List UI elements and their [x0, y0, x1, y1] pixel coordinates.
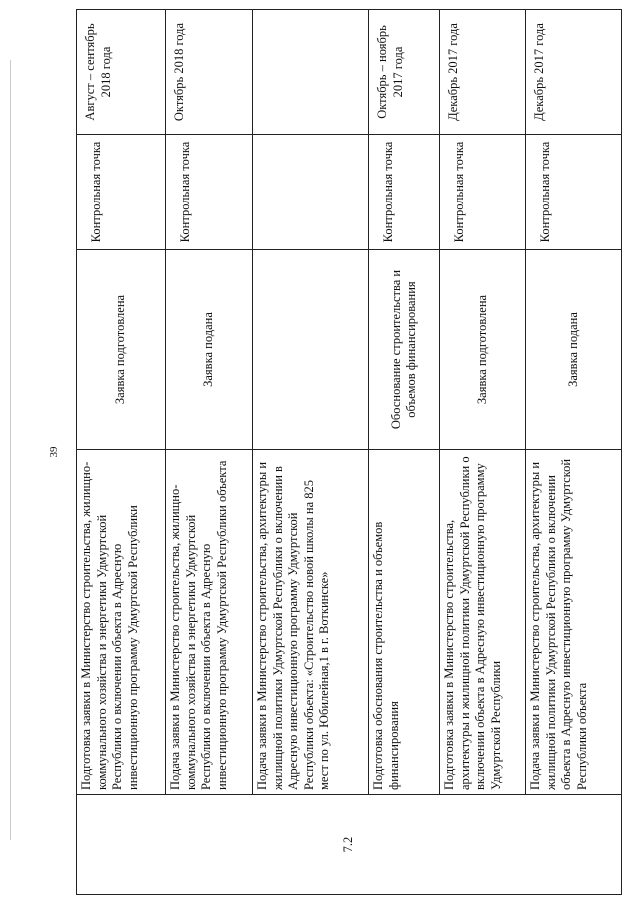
- type-cell: [253, 135, 369, 250]
- task-cell: Подготовка заявки в Министерство строительства, архитектуры и жилищной политики Удмуртской Республики о включении объекта в Адресную инвестиционную программу Удмуртской Республики: [440, 450, 526, 795]
- table-row: [77, 10, 166, 895]
- table-row: [253, 10, 369, 895]
- date-cell: Декабрь 2017 года: [440, 10, 526, 135]
- table-row: [369, 10, 440, 895]
- type-cell: Контрольная точка: [440, 135, 526, 250]
- type-cell: Контрольная точка: [369, 135, 440, 250]
- table-row: [440, 10, 526, 895]
- table-row: [526, 10, 622, 895]
- plan-table: [76, 9, 622, 895]
- page-number: 39: [48, 446, 60, 458]
- task-cell: Подача заявки в Министерство строительства, архитектуры и жилищной политики Удмуртской Республики о включении в Адресную инвестиционную программу Удмуртской Республики объекта: «Строительство новой школы на 825 мест по ул. Юбилейная,1 в г. Воткинске»: [253, 450, 369, 795]
- type-cell: Контрольная точка: [166, 135, 253, 250]
- row-number: 7.2: [341, 836, 356, 853]
- task-cell: Подача заявки в Министерство строительства, жилищно-коммунального хозяйства и энергетики Удмуртской Республики о включении объекта в Адресную инвестиционную программу Удмуртской Республики объекта: [166, 450, 253, 795]
- scan-edge-line: [10, 60, 11, 840]
- type-cell: Контрольная точка: [77, 135, 166, 250]
- result-cell: Заявка подготовлена: [440, 250, 526, 450]
- date-cell: Октябрь – ноябрь 2017 года: [369, 10, 440, 135]
- date-cell: Октябрь 2018 года: [166, 10, 253, 135]
- result-cell: Обоснование строительства и объемов финансирования: [369, 250, 440, 450]
- task-cell: Подготовка обоснования строительства и объемов финансирования: [369, 450, 440, 795]
- result-cell: [253, 250, 369, 450]
- date-cell: Декабрь 2017 года: [526, 10, 622, 135]
- row-number-cell: [77, 795, 622, 895]
- date-cell: [253, 10, 369, 135]
- table-row: [166, 10, 253, 895]
- date-cell: Август – сентябрь 2018 года: [77, 10, 166, 135]
- task-cell: Подготовка заявки в Министерство строительства, жилищно-коммунального хозяйства и энергетики Удмуртской Республики о включении объекта в Адресную инвестиционную программу Удмуртской Республики: [77, 450, 166, 795]
- result-cell: Заявка подана: [526, 250, 622, 450]
- result-cell: Заявка подана: [166, 250, 253, 450]
- task-cell: Подача заявки в Министерство строительства, архитектуры и жилищной политики Удмуртской Республики о включении объекта в Адресную инвестиционную программу Удмуртской Республики объекта: [526, 450, 622, 795]
- result-cell: Заявка подготовлена: [77, 250, 166, 450]
- rotated-page-content: [76, 10, 621, 895]
- type-cell: Контрольная точка: [526, 135, 622, 250]
